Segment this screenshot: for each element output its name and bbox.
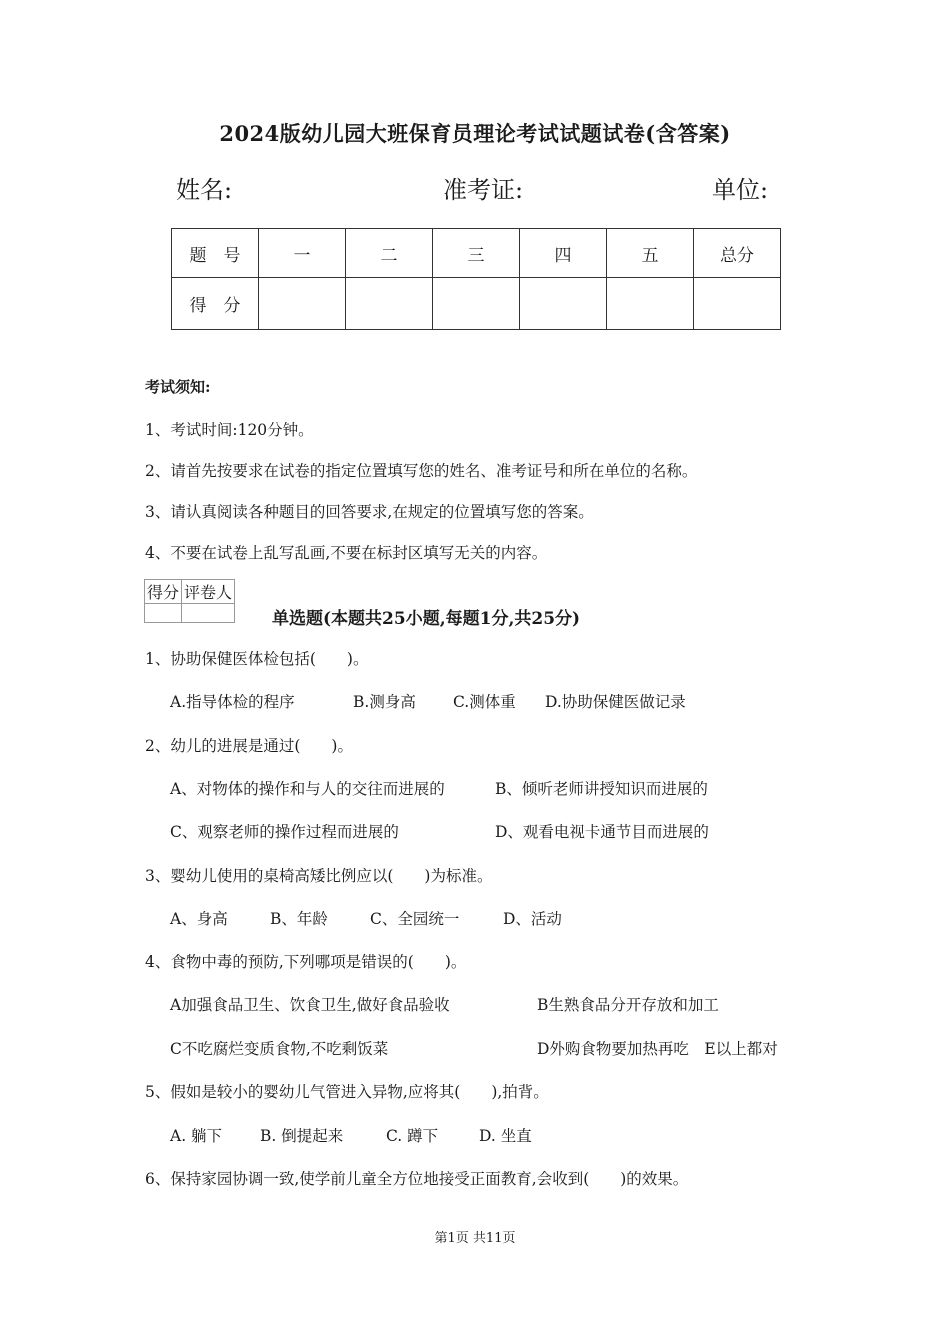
notice-item: 3、请认真阅读各种题目的回答要求,在规定的位置填写您的答案。 — [145, 503, 594, 521]
exam-number-label: 准考证: — [443, 176, 524, 204]
grader-header-row — [145, 580, 235, 604]
question-option: D、活动 — [503, 910, 562, 928]
grader-table — [144, 579, 235, 623]
notice-item: 1、考试时间:120分钟。 — [145, 421, 314, 439]
name-label: 姓名: — [176, 176, 233, 204]
question-option: D. 坐直 — [479, 1127, 532, 1145]
notice-item: 2、请首先按要求在试卷的指定位置填写您的姓名、准考证号和所在单位的名称。 — [145, 462, 698, 480]
question-option: A. 躺下 — [170, 1127, 223, 1145]
score-header-cell: 五 — [607, 229, 694, 278]
question-option: B.测身高 — [353, 693, 416, 711]
unit-label: 单位: — [712, 176, 769, 204]
score-cell[interactable] — [607, 278, 694, 330]
grader-score-label: 得分 — [145, 580, 182, 604]
question-option: B、倾听老师讲授知识而进展的 — [495, 780, 708, 798]
score-cell[interactable] — [694, 278, 781, 330]
score-header-cell: 总分 — [694, 229, 781, 278]
question-option: B生熟食品分开存放和加工 — [537, 996, 719, 1014]
question-option: A、身高 — [170, 910, 228, 928]
page-footer: 第1页 共11页 — [434, 1231, 516, 1246]
score-table-header-row — [172, 229, 781, 278]
score-cell[interactable] — [259, 278, 346, 330]
question-stem: 6、保持家园协调一致,使学前儿童全方位地接受正面教育,会收到( )的效果。 — [145, 1170, 689, 1188]
question-option: A.指导体检的程序 — [170, 693, 295, 711]
grader-name-label: 评卷人 — [182, 580, 235, 604]
score-header-cell: 一 — [259, 229, 346, 278]
question-option: D外购食物要加热再吃 E以上都对 — [537, 1040, 778, 1058]
score-header-cell: 三 — [433, 229, 520, 278]
score-table — [171, 228, 781, 330]
score-cell[interactable] — [433, 278, 520, 330]
question-option: D.协助保健医做记录 — [545, 693, 686, 711]
question-option: A、对物体的操作和与人的交往而进展的 — [170, 780, 445, 798]
question-option: C、观察老师的操作过程而进展的 — [170, 823, 399, 841]
score-header-cell: 题 号 — [172, 229, 259, 278]
score-header-cell: 四 — [520, 229, 607, 278]
question-stem: 4、食物中毒的预防,下列哪项是错误的( )。 — [145, 953, 467, 971]
question-stem: 2、幼儿的进展是通过( )。 — [145, 737, 353, 755]
notice-heading: 考试须知: — [145, 378, 211, 396]
question-option: C不吃腐烂变质食物,不吃剩饭菜 — [170, 1040, 389, 1058]
score-cell[interactable] — [520, 278, 607, 330]
question-option: C、全园统一 — [370, 910, 460, 928]
question-option: D、观看电视卡通节目而进展的 — [495, 823, 709, 841]
question-option: A加强食品卫生、饮食卫生,做好食品验收 — [170, 996, 450, 1014]
question-option: B、年龄 — [270, 910, 328, 928]
question-option: B. 倒提起来 — [260, 1127, 344, 1145]
grader-name-cell[interactable] — [182, 604, 235, 623]
question-stem: 5、假如是较小的婴幼儿气管进入异物,应将其( ),拍背。 — [145, 1083, 549, 1101]
question-stem: 1、协助保健医体检包括( )。 — [145, 650, 369, 668]
grader-entry-row — [145, 604, 235, 623]
score-row-label: 得 分 — [172, 278, 259, 330]
grader-score-cell[interactable] — [145, 604, 182, 623]
score-cell[interactable] — [346, 278, 433, 330]
page-title: 2024版幼儿园大班保育员理论考试试题试卷(含答案) — [219, 121, 731, 146]
question-option: C. 蹲下 — [386, 1127, 439, 1145]
question-option: C.测体重 — [453, 693, 516, 711]
score-header-cell: 二 — [346, 229, 433, 278]
section-title: 单选题(本题共25小题,每题1分,共25分) — [272, 609, 581, 629]
question-stem: 3、婴幼儿使用的桌椅高矮比例应以( )为标准。 — [145, 867, 493, 885]
score-table-score-row — [172, 278, 781, 330]
notice-item: 4、不要在试卷上乱写乱画,不要在标封区填写无关的内容。 — [145, 544, 548, 562]
